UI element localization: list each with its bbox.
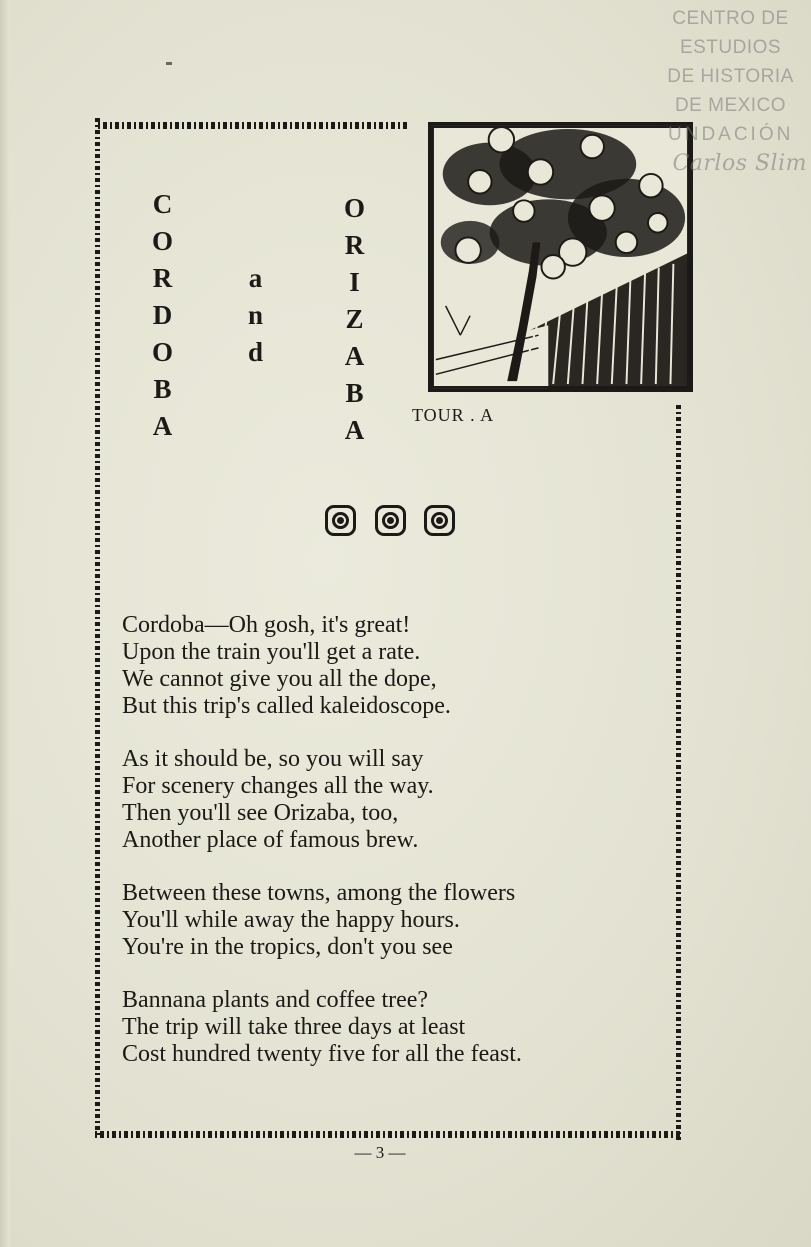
watermark-foundation: UNDACIÓN (668, 124, 794, 145)
tour-label: TOUR . A (412, 405, 495, 425)
title-letter: O (152, 226, 174, 256)
poem-line: The trip will take three days at least (122, 1014, 466, 1040)
title-letter: B (153, 374, 172, 404)
paper-speck (166, 62, 172, 65)
archive-watermark (650, 4, 811, 178)
title-letter: d (248, 337, 264, 367)
poem-stanza (122, 746, 662, 854)
title-letter: I (349, 267, 360, 297)
watermark-line: ESTUDIOS (679, 37, 782, 58)
rose-ornament-icon (325, 505, 356, 536)
title-orizaba (344, 190, 365, 449)
poem-line: Another place of famous brew. (122, 827, 419, 853)
page-number: — 3 — (354, 1143, 406, 1162)
title-letter: O (344, 193, 366, 223)
poem-line: You'll while away the happy hours. (122, 907, 460, 933)
poem-stanza (122, 987, 662, 1068)
title-letter: D (152, 300, 173, 330)
page-edge-shadow (0, 0, 10, 1247)
poem-line: We cannot give you all the dope, (122, 666, 437, 692)
title-letter: A (344, 415, 365, 445)
poem-line: For scenery changes all the way. (122, 773, 434, 799)
poem-line: Cordoba—Oh gosh, it's great! (122, 612, 411, 638)
poem-line: Between these towns, among the flowers (122, 880, 516, 906)
poem-line: Upon the train you'll get a rate. (122, 639, 421, 665)
watermark-signature: Carlos Slim (672, 151, 807, 176)
poem-line: Bannana plants and coffee tree? (122, 987, 429, 1013)
poem (122, 612, 662, 1094)
watermark-line: DE HISTORIA (667, 66, 794, 87)
poem-line: But this trip's called kaleidoscope. (122, 693, 451, 719)
title-letter: Z (345, 304, 364, 334)
title-letter: n (248, 300, 264, 330)
title-letter: B (345, 378, 364, 408)
poem-line: As it should be, so you will say (122, 746, 424, 772)
title-letter: C (152, 189, 173, 219)
title-letter: A (152, 411, 173, 441)
border-left (95, 118, 100, 1138)
poem-stanza (122, 880, 662, 961)
title-letter: a (248, 263, 263, 293)
poem-stanza (122, 612, 662, 720)
poem-line: You're in the tropics, don't you see (122, 934, 453, 960)
poem-line: Cost hundred twenty five for all the feast. (122, 1041, 522, 1067)
title-letter: R (344, 230, 365, 260)
ornament-row (325, 505, 455, 541)
title-letter: R (152, 263, 173, 293)
title-letter: A (344, 341, 365, 371)
watermark-line: CENTRO DE (672, 8, 789, 29)
title-letter: O (152, 337, 174, 367)
title-and (248, 260, 263, 371)
rose-ornament-icon (424, 505, 455, 536)
border-bottom (95, 1131, 681, 1138)
title-cordoba (152, 186, 173, 445)
border-top (98, 122, 410, 129)
rose-ornament-icon (375, 505, 406, 536)
border-right (676, 405, 681, 1140)
poem-line: Then you'll see Orizaba, too, (122, 800, 399, 826)
watermark-line: DE MEXICO (674, 95, 787, 116)
